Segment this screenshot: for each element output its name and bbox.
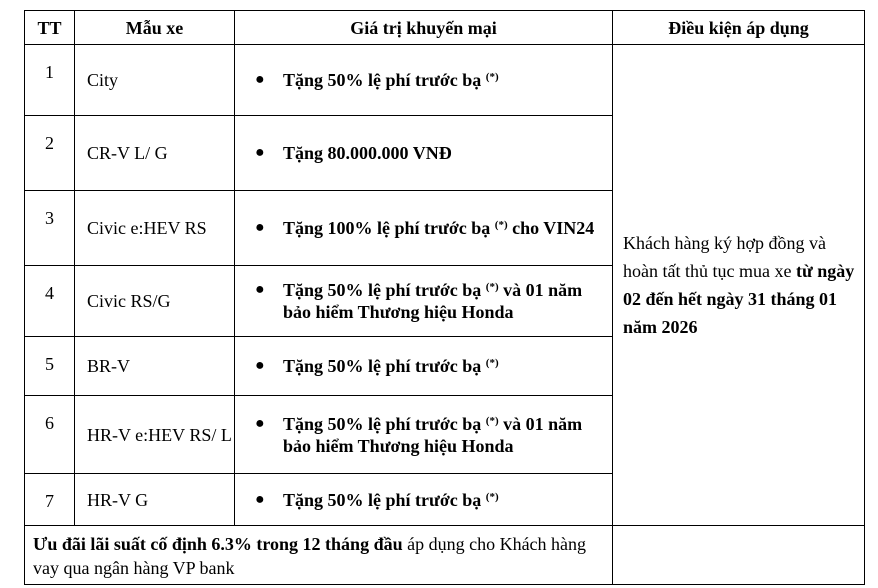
- header-model: Mẫu xe: [75, 11, 235, 45]
- condition-date-range: từ ngày 02 đến hết ngày 31 tháng 01 năm 2026: [623, 261, 855, 337]
- footnote-mark: (*): [485, 490, 499, 503]
- model-name: CR-V L/ G: [75, 116, 235, 191]
- promotion-table: [24, 10, 865, 585]
- model-name: HR-V G: [75, 474, 235, 526]
- table-header-row: [25, 11, 865, 45]
- header-tt: TT: [25, 11, 75, 45]
- promo-cell: [235, 116, 613, 191]
- model-name: HR-V e:HEV RS/ L: [75, 396, 235, 474]
- promo-text: Tặng 50% lệ phí trước bạ: [283, 280, 482, 300]
- row-number: 1: [25, 45, 75, 116]
- promo-cell: [235, 191, 613, 266]
- footer-empty-cell: [613, 526, 865, 585]
- row-number: 7: [25, 474, 75, 526]
- footnote-mark: (*): [485, 71, 499, 83]
- promo-text: Tặng 50% lệ phí trước bạ: [283, 70, 482, 90]
- promo-text: Tặng 50% lệ phí trước bạ: [283, 489, 482, 510]
- interest-rate-note: [25, 526, 613, 585]
- bullet-icon: ●: [255, 490, 265, 508]
- promo-text: Tặng 80.000.000 VNĐ: [283, 143, 452, 163]
- bullet-icon: ●: [255, 357, 265, 374]
- footnote-mark: (*): [494, 219, 508, 231]
- row-number: 3: [25, 191, 75, 266]
- bullet-icon: ●: [255, 144, 265, 161]
- promo-text-rest: cho VIN24: [507, 218, 595, 238]
- promo-cell: [235, 474, 613, 526]
- footnote-mark: (*): [485, 357, 499, 369]
- condition-text: Khách hàng ký hợp đồng và hoàn tất thủ tục mua xe: [623, 233, 826, 281]
- promo-cell: [235, 337, 613, 396]
- promo-text: Tặng 50% lệ phí trước bạ: [283, 356, 482, 376]
- promo-text-rest: và 01 năm bảo hiểm Thương hiệu Honda: [283, 280, 583, 322]
- condition-cell: [613, 45, 865, 526]
- row-number: 5: [25, 337, 75, 396]
- bullet-icon: ●: [255, 414, 265, 432]
- bullet-icon: ●: [255, 219, 265, 236]
- footnote-mark: (*): [485, 414, 499, 427]
- table-row: [25, 45, 865, 116]
- interest-rate-text: áp dụng cho Khách hàng vay qua ngân hàng VP bank: [33, 534, 587, 578]
- promo-text: Tặng 100% lệ phí trước bạ: [283, 218, 491, 238]
- row-number: 6: [25, 396, 75, 474]
- promo-cell: [235, 45, 613, 116]
- bullet-icon: ●: [255, 281, 265, 298]
- row-number: 4: [25, 266, 75, 337]
- model-name: Civic RS/G: [75, 266, 235, 337]
- row-number: 2: [25, 116, 75, 191]
- promo-text: Tặng 50% lệ phí trước bạ: [283, 413, 482, 434]
- model-name: Civic e:HEV RS: [75, 191, 235, 266]
- model-name: City: [75, 45, 235, 116]
- promo-text-rest: và 01 năm bảo hiểm Thương hiệu Honda: [283, 413, 583, 456]
- model-name: BR-V: [75, 337, 235, 396]
- footer-row: [25, 526, 865, 585]
- header-condition: Điều kiện áp dụng: [613, 11, 865, 45]
- promo-cell: [235, 396, 613, 474]
- header-promo: Giá trị khuyến mại: [235, 11, 613, 45]
- interest-rate-highlight: Ưu đãi lãi suất cố định 6.3% trong 12 tháng đầu: [33, 534, 403, 554]
- footnote-mark: (*): [485, 281, 499, 293]
- bullet-icon: ●: [255, 71, 265, 88]
- promo-cell: [235, 266, 613, 337]
